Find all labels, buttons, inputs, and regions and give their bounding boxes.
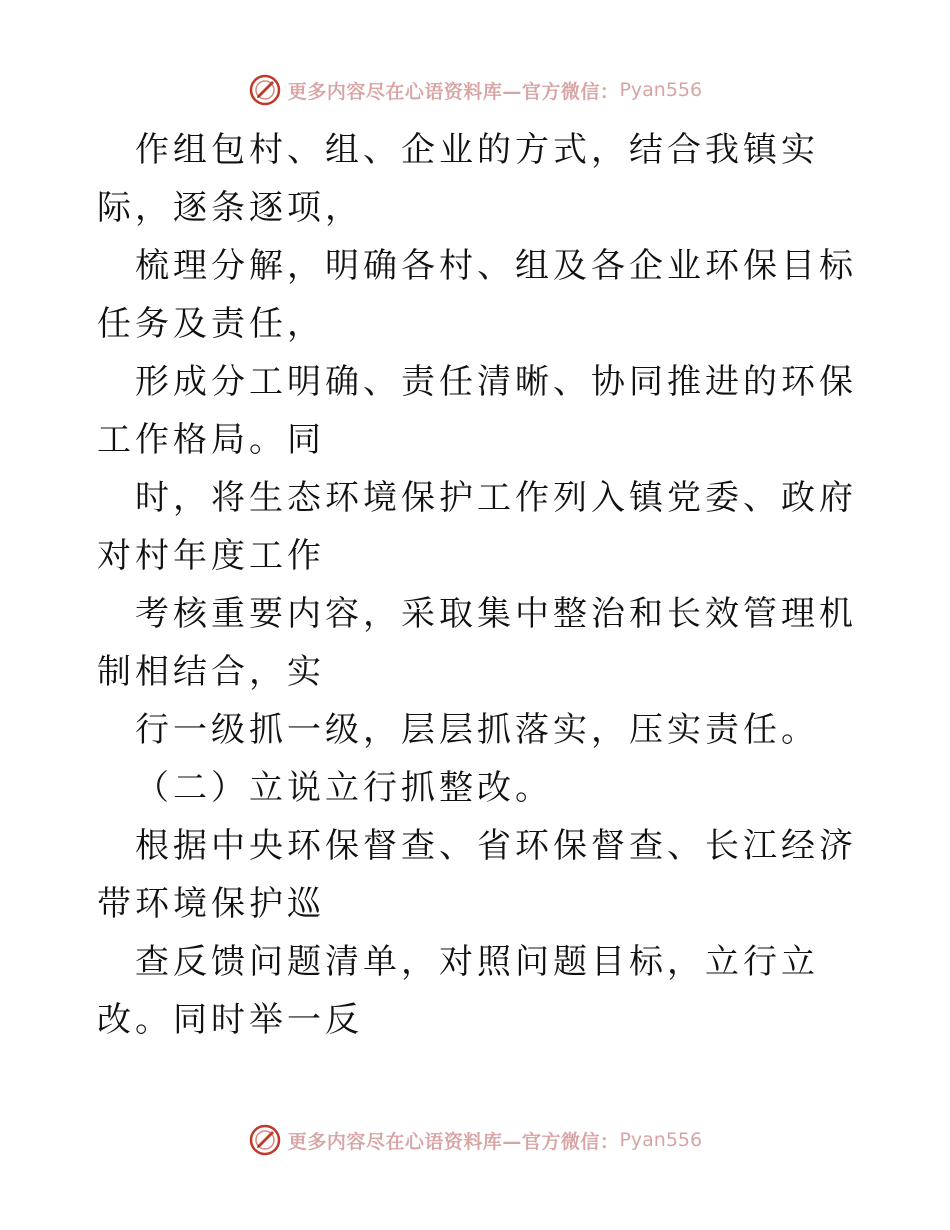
paragraph: 时，将生态环境保护工作列入镇党委、政府对村年度工作 (97, 478, 857, 576)
watermark-prefix: 更多内容尽在心语资料库— (287, 80, 522, 103)
watermark-text (288, 1127, 702, 1154)
header-watermark (0, 70, 950, 110)
watermark-logo-icon (248, 1123, 282, 1157)
watermark-text (288, 77, 702, 104)
paragraph: 作组包村、组、企业的方式，结合我镇实际，逐条逐项， (97, 130, 819, 228)
watermark-wechat-id: Pyan556 (619, 1129, 703, 1151)
watermark-official-label: 官方微信： (521, 80, 620, 103)
watermark-official-label: 官方微信： (521, 1130, 620, 1153)
paragraph: 查反馈问题清单，对照问题目标，立行立改。同时举一反 (97, 942, 819, 1040)
watermark-wechat-id: Pyan556 (619, 79, 703, 101)
paragraph: 考核重要内容，采取集中整治和长效管理机制相结合，实 (97, 594, 857, 692)
paragraph: 根据中央环保督查、省环保督查、长江经济带环境保护巡 (97, 826, 857, 924)
document-body (97, 121, 857, 1049)
paragraph: 梳理分解，明确各村、组及各企业环保目标任务及责任， (97, 246, 857, 344)
watermark-logo-icon (248, 73, 282, 107)
watermark-prefix: 更多内容尽在心语资料库— (287, 1130, 522, 1153)
footer-watermark (0, 1120, 950, 1160)
paragraph: 形成分工明确、责任清晰、协同推进的环保工作格局。同 (97, 362, 857, 460)
section-heading: （二）立说立行抓整改。 (135, 768, 553, 808)
paragraph: 行一级抓一级，层层抓落实，压实责任。 (135, 710, 819, 750)
